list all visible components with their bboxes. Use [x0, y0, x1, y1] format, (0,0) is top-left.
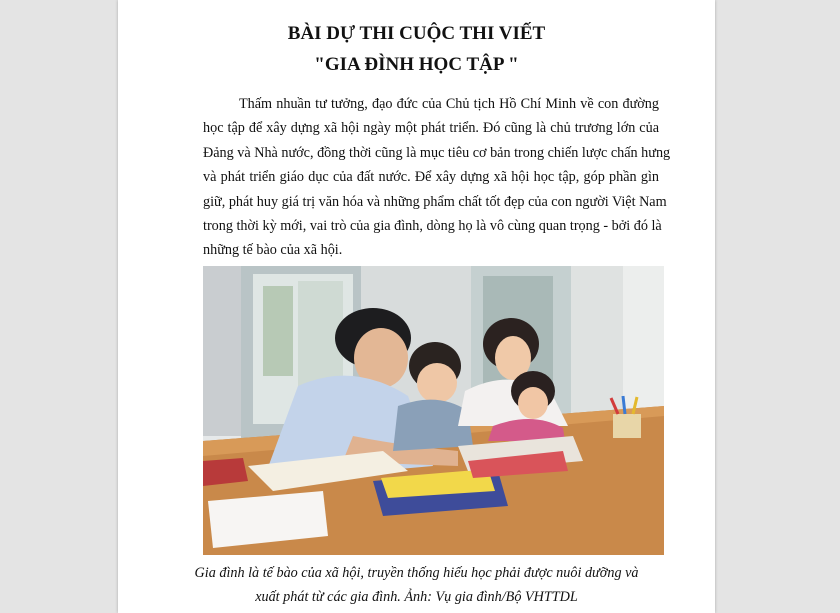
document-title-line-1: BÀI DỰ THI CUỘC THI VIẾT — [287, 23, 546, 44]
paragraph-line: Thấm nhuần tư tưởng, đạo đức của Chủ tịch Hồ Chí Minh về con đường — [239, 96, 659, 112]
paragraph-line: những tế bào của xã hội. — [203, 242, 343, 259]
paragraph-line: trong thời kỳ mới, vai trò của gia đình, dòng họ là vô cùng quan trọng - bởi đó là — [203, 218, 662, 235]
document-title-line-2: "GIA ĐÌNH HỌC TẬP " — [314, 54, 519, 75]
paragraph-line: giữ, phát huy giá trị văn hóa và những phẩm chất tốt đẹp của con người Việt Nam — [203, 193, 667, 210]
paragraph-line: Đảng và Nhà nước, đồng thời cũng là mục tiêu cơ bản trong chiến lược chấn hưng — [203, 144, 671, 161]
photo-caption-line-2: xuất phát từ các gia đình. Ảnh: Vụ gia đình/Bộ VHTTDL — [255, 589, 578, 605]
paragraph-line: và phát triển giáo dục của đất nước. Để xây dựng xã hội học tập, góp phần gìn — [203, 169, 659, 186]
family-studying-photo — [203, 266, 664, 555]
paragraph-line: học tập để xây dựng xã hội ngày một phát triển. Đó cũng là chủ trương lớn của — [203, 120, 659, 137]
document-page — [118, 0, 715, 613]
photo-caption-line-1: Gia đình là tế bào của xã hội, truyền thống hiếu học phải được nuôi dưỡng và — [194, 565, 639, 581]
intro-paragraph — [203, 92, 671, 263]
